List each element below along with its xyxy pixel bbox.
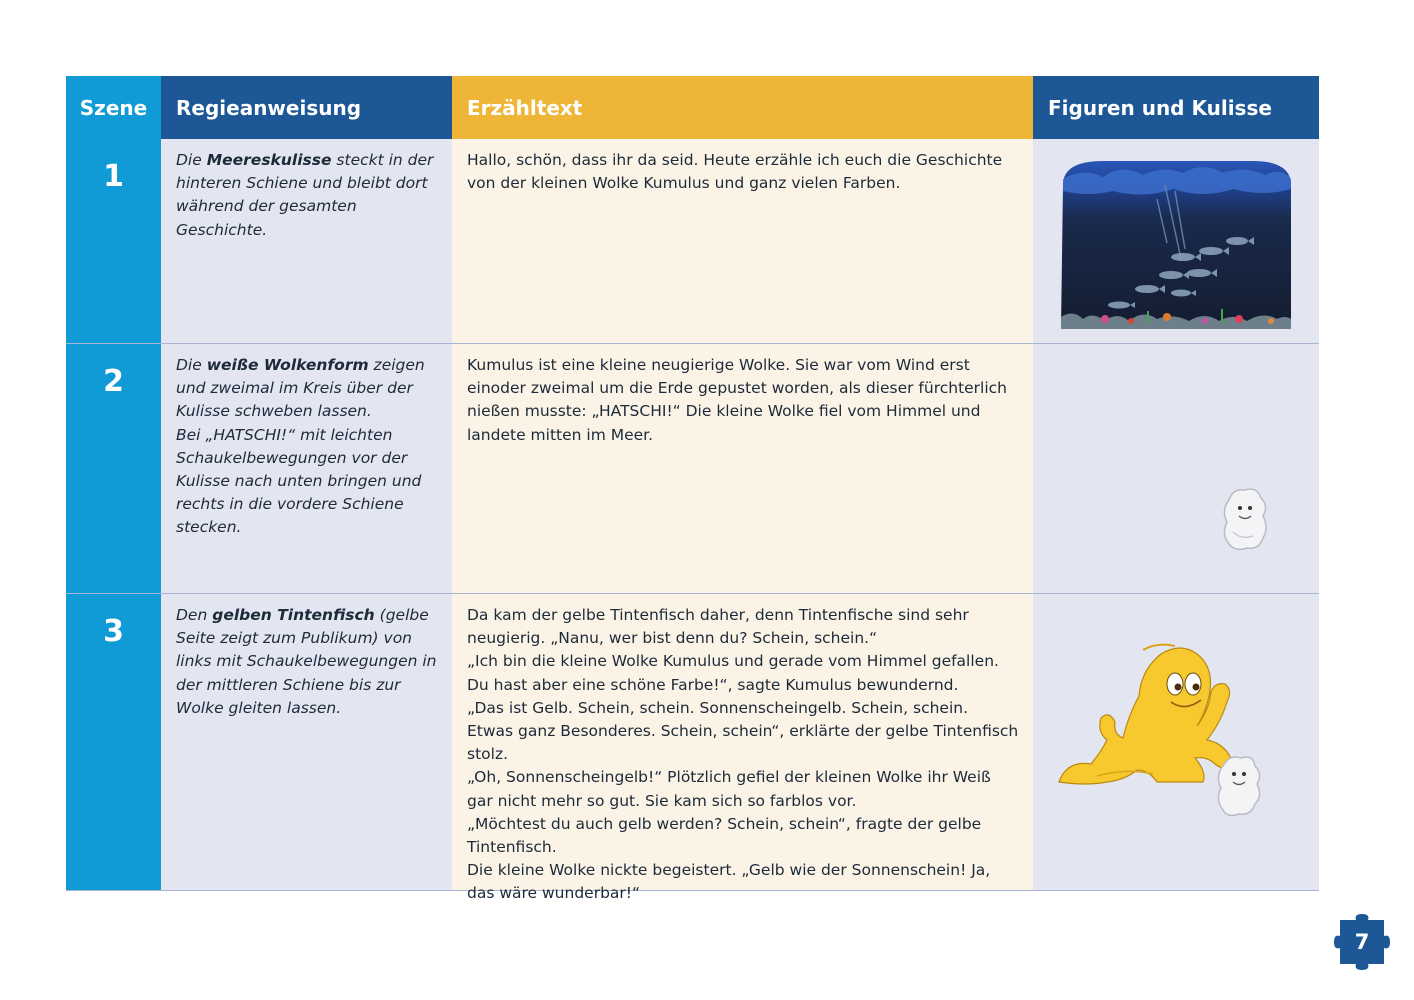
page-number-badge: [1332, 912, 1392, 972]
scene-number: 3: [66, 594, 161, 890]
figure-cell: [1033, 139, 1319, 343]
scene-table: [66, 76, 1319, 903]
narration-paragraph: „Oh, Sonnenscheingelb!“ Plötzlich gefiel der kleinen Wolke ihr Weiß gar nicht mehr so gut. Sie kam sich so farblos vor.: [467, 768, 991, 810]
direction-bold-term: weiße Wolkenform: [206, 356, 369, 374]
direction-text: (gelbe Seite zeigt zum Publikum) von links mit Schaukelbewegungen in der mittleren Schiene bis zur Wolke gleiten lassen.: [176, 606, 437, 717]
direction-text: Den: [176, 606, 213, 624]
narration-paragraph: Die kleine Wolke nickte begeistert. „Gelb wie der Sonnenschein! Ja, das wäre wunderbar!“: [467, 861, 991, 903]
narration-text: [452, 139, 1033, 343]
stage-direction: [161, 344, 452, 593]
stage-direction: [161, 139, 452, 343]
direction-text: Bei „HATSCHI!“ mit leichten Schaukelbewegungen vor der Kulisse nach unten bringen und rechts in die vordere Schiene stecken.: [176, 425, 422, 537]
direction-text: Die: [176, 151, 207, 169]
sea-backdrop-image: [1033, 139, 1319, 343]
table-header-row: [66, 76, 1319, 139]
narration-paragraph: „Das ist Gelb. Schein, schein. Sonnenscheingelb. Schein, schein. Etwas ganz Besonderes. Schein, schein“, erklärte der gelbe Tintenfisch stolz.: [467, 698, 1019, 764]
header-figures: Figuren und Kulisse: [1033, 76, 1319, 139]
stage-direction: [161, 594, 452, 890]
table-row-scene-3: [66, 594, 1319, 903]
header-narration: Erzähltext: [452, 76, 1033, 139]
narration-text: [452, 594, 1033, 903]
narration-text: [452, 344, 1033, 593]
header-direction: Regieanweisung: [161, 76, 452, 139]
scene-number: 1: [66, 139, 161, 343]
header-scene: Szene: [66, 76, 161, 139]
figure-cell: [1033, 344, 1319, 593]
table-row-scene-1: [66, 139, 1319, 344]
cloud-figure-image: [1219, 482, 1269, 554]
narration-paragraph: Hallo, schön, dass ihr da seid. Heute erzähle ich euch die Geschichte von der kleinen Wolke Kumulus und ganz vielen Farben.: [467, 151, 1003, 193]
page-number: 7: [1354, 930, 1370, 954]
narration-paragraph: „Ich bin die kleine Wolke Kumulus und gerade vom Himmel gefallen. Du hast aber eine schöne Farbe!“, sagte Kumulus bewundernd.: [467, 652, 999, 694]
direction-text: Die: [176, 356, 207, 374]
narration-paragraph: „Möchtest du auch gelb werden? Schein, schein“, fragte der gelbe Tintenfisch.: [467, 814, 982, 857]
narration-paragraph: Kumulus ist eine kleine neugierige Wolke. Sie war vom Wind erst einoder zweimal um die Erde gepustet worden, als dieser fürchterlich nießen musste: „HATSCHI!“ Die kleine Wolke fiel vom Himmel und landete mitten im Meer.: [467, 356, 1008, 444]
octopus-and-cloud-image: [1057, 640, 1277, 820]
figure-cell: [1033, 594, 1319, 890]
direction-text: steckt in der hinteren Schiene und bleibt dort während der gesamten Geschichte.: [176, 151, 434, 239]
direction-bold-term: Meereskulisse: [206, 151, 332, 169]
direction-text: zeigen und zweimal im Kreis über der Kulisse schweben lassen.: [176, 356, 425, 421]
table-row-scene-2: [66, 344, 1319, 594]
direction-bold-term: gelben Tintenfisch: [212, 606, 375, 624]
narration-paragraph: Da kam der gelbe Tintenfisch daher, denn Tintenfische sind sehr neugierig. „Nanu, wer bist denn du? Schein, schein.“: [467, 606, 969, 648]
scene-number: 2: [66, 344, 161, 593]
